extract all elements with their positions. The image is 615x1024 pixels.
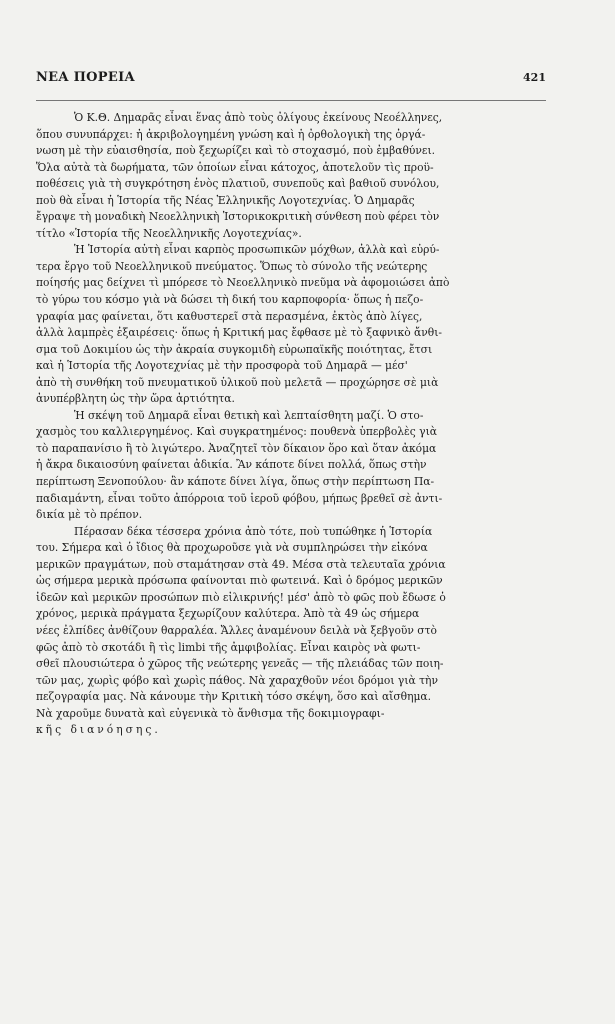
text-line: Ὅλα αὐτὰ τὰ δωρήματα, τῶν ὁποίων εἶναι κάτοχος, ἀποτελοῦν τὶς προϋ- bbox=[36, 160, 434, 174]
page-number: 421 bbox=[523, 71, 546, 84]
article-text bbox=[36, 110, 546, 739]
text-line: νωση μὲ τὴν εὐαισθησία, ποὺ ξεχωρίζει καὶ τὸ στοχασμό, ποὺ ἐμβαθύνει. bbox=[36, 144, 436, 158]
text-line: σμα τοῦ Δοκιμίου ὡς τὴν ἀκραία συγκομιδὴ εὐρωπαϊκῆς ποιότητας, ἔτσι bbox=[36, 342, 433, 356]
text-line: ἀπὸ τὴ συνθήκη τοῦ πνευματικοῦ ὑλικοῦ ποὺ μελετᾶ — προχώρησε σὲ μιὰ bbox=[36, 375, 439, 389]
text-line: πεζογραφία μας. Νὰ κάνουμε τὴν Κριτικὴ τόσο σκέψη, ὅσο καὶ αἴσθημα. bbox=[36, 690, 432, 704]
text-line: μερικῶν πραγμάτων, ποὺ σταμάτησαν στὰ 49. Μέσα στὰ τελευταῖα χρόνια bbox=[36, 557, 446, 571]
text-line: ἀλλὰ λαμπρὲς ἐξαιρέσεις· ὅπως ἡ Κριτική μας ἔφθασε μὲ τὸ ξαφνικὸ ἄνθι- bbox=[36, 326, 442, 340]
text-line: Ἡ Ἱστορία αὐτὴ εἶναι καρπὸς προσωπικῶν μόχθων, ἀλλὰ καὶ εὐρύ- bbox=[74, 243, 440, 257]
text-line: Νὰ χαροῦμε δυνατὰ καὶ εὐγενικὰ τὸ ἄνθισμα τῆς δοκιμιογραφι- bbox=[36, 706, 385, 720]
text-line: χασμὸς του καλλιεργημένος. Καὶ συγκρατημένος: πουθενὰ ὑπερβολὲς γιὰ bbox=[36, 425, 437, 439]
text-line: Ἡ σκέψη τοῦ Δημαρᾶ εἶναι θετικὴ καὶ λεπταίσθητη μαζί. Ὁ στο- bbox=[74, 408, 424, 422]
text-line: ὅπου συνυπάρχει: ἡ ἀκριβολογημένη γνώση καὶ ἡ ὀρθολογικὴ της ὀργά- bbox=[36, 127, 426, 141]
text-line: ἡ ἄκρα δικαιοσύνη φαίνεται ἀδικία. Ἂν κάποτε δίνει πολλά, ὅπως στὴν bbox=[36, 458, 427, 472]
text-line: καὶ ἡ Ἱστορία τῆς Λογοτεχνίας μὲ τὴν προσφορὰ τοῦ Δημαρᾶ — μέσ' bbox=[36, 359, 408, 373]
journal-title: ΝΕΑ ΠΟΡΕΙΑ bbox=[36, 70, 135, 85]
text-line: τὸ παραπανίσιο ἢ τὸ λιγώτερο. Ἀναζητεῖ τὸν δίκαιον ὅρο καὶ ὅταν ἀκόμα bbox=[36, 441, 437, 455]
text-line: τῶν μας, χωρὶς φόβο καὶ χωρὶς πάθος. Νὰ χαραχθοῦν νέοι δρόμοι γιὰ τὴν bbox=[36, 673, 438, 687]
text-line: Πέρασαν δέκα τέσσερα χρόνια ἀπὸ τότε, ποὺ τυπώθηκε ἡ Ἱστορία bbox=[74, 524, 433, 538]
text-line: φῶς ἀπὸ τὸ σκοτάδι ἢ τὶς limbi τῆς ἀμφιβολίας. Εἶναι καιρὸς νὰ φωτι- bbox=[36, 640, 421, 654]
book-page bbox=[36, 70, 546, 739]
text-line: ἰδεῶν καὶ μερικῶν προσώπων πιὸ εἰλικρινής! μέσ' ἀπὸ τὸ φῶς ποὺ ἔδωσε ὁ bbox=[36, 590, 446, 604]
text-line: ποίησής μας δείχνει τὶ μπόρεσε τὸ Νεοελληνικὸ πνεῦμα νὰ ἀφομοιώσει ἀπὸ bbox=[36, 276, 450, 290]
text-line: ἔγραψε τὴ μοναδικὴ Νεοελληνικὴ Ἱστορικοκριτικὴ σύνθεση ποὺ φέρει τὸν bbox=[36, 210, 440, 224]
text-line: παδιαμάντη, εἶναι τοῦτο ἀπόρροια τοῦ ἱεροῦ φόβου, μήπως βρεθεῖ σὲ ἀντι- bbox=[36, 491, 443, 505]
text-line: Ὁ Κ.Θ. Δημαρᾶς εἶναι ἕνας ἀπὸ τοὺς ὀλίγους ἐκείνους Νεοέλληνες, bbox=[74, 111, 443, 124]
text-line: του. Σήμερα καὶ ὁ ἴδιος θὰ προχωροῦσε γιὰ νὰ συμπληρώσει τὴν εἰκόνα bbox=[36, 541, 428, 555]
text-line: ἀνυπέρβλητη ὡς τὴν ὥρα ἀρτιότητα. bbox=[36, 392, 235, 406]
text-line: ποὺ θὰ εἶναι ἡ Ἱστορία τῆς Νέας Ἑλληνικῆς Λογοτεχνίας. Ὁ Δημαρᾶς bbox=[36, 193, 415, 207]
text-line: σθεῖ πλουσιώτερα ὁ χῶρος τῆς νεώτερης γενεᾶς — τῆς πλειάδας τῶν ποιη- bbox=[36, 657, 444, 671]
text-line: περίπτωση Ξενοπούλου· ἂν κάποτε δίνει λίγα, ὅπως στὴν περίπτωση Πα- bbox=[36, 475, 435, 489]
text-line: γραφία μας φαίνεται, ὅτι καθυστερεῖ στὰ περασμένα, ἐκτὸς ἀπὸ λίγες, bbox=[36, 309, 423, 323]
text-line: ὡς σήμερα μερικὰ πρόσωπα φαίνονται πιὸ φωτεινά. Καὶ ὁ δρόμος μερικῶν bbox=[36, 574, 443, 588]
text-line: ποθέσεις γιὰ τὴ συγκρότηση ἑνὸς πλατιοῦ, συνεποῦς καὶ βαθιοῦ συνόλου, bbox=[36, 177, 440, 191]
running-head bbox=[36, 70, 546, 101]
text-line: τίτλο «Ἱστορία τῆς Νεοελληνικῆς Λογοτεχνίας». bbox=[36, 226, 302, 240]
text-line: κῆς διανόησης. bbox=[36, 723, 161, 737]
text-line: νέες ἐλπίδες ἀνθίζουν θαρραλέα. Ἄλλες ἀναμένουν δειλὰ νὰ ξεβγοῦν στὸ bbox=[36, 623, 437, 637]
text-line: τὸ γύρω του κόσμο γιὰ νὰ δώσει τὴ δική του καρποφορία· ὅπως ἡ πεζο- bbox=[36, 293, 424, 307]
text-line: χρόνος, μερικὰ πράγματα ξεχωρίζουν καλύτερα. Ἀπὸ τὰ 49 ὡς σήμερα bbox=[36, 607, 420, 621]
text-line: τερα ἔργο τοῦ Νεοελληνικοῦ πνεύματος. Ὅπως τὸ σύνολο τῆς νεώτερης bbox=[36, 259, 428, 273]
text-line: δικία μὲ τὸ πρέπον. bbox=[36, 508, 143, 522]
